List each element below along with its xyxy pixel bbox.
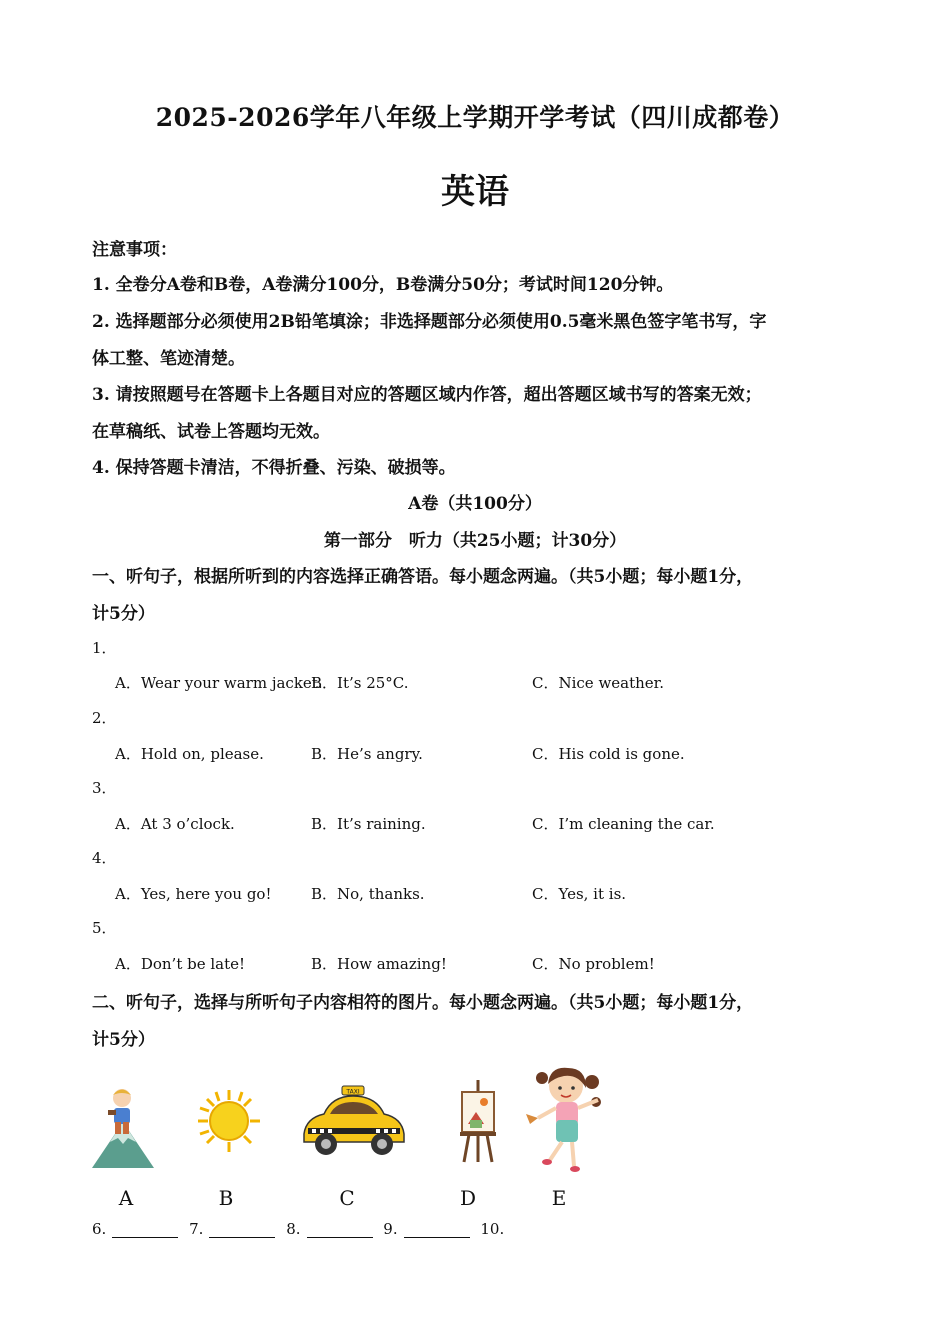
option-a: A．Yes, here you go! [115, 885, 272, 903]
question-number: 3． [92, 779, 117, 797]
option-c: C．No problem! [532, 955, 655, 973]
sun-image [196, 1088, 262, 1154]
notice-line-2: 2. 选择题部分必须使用2B铅笔填涂；非选择题部分必须使用0.5毫米黑色签字笔书写，字 [92, 312, 767, 332]
option-c: C．Nice weather. [532, 674, 664, 692]
picture-label-c: C [339, 1186, 355, 1210]
blank-number: 8. [286, 1220, 301, 1238]
question-number: 1． [92, 639, 117, 657]
exam-title: 2025-2026学年八年级上学期开学考试（四川成都卷） [155, 103, 795, 132]
subject-title: 英语 [441, 172, 509, 212]
picture-label-a: A [118, 1186, 134, 1210]
question-number: 4． [92, 849, 117, 867]
boy-on-mountain-image [90, 1082, 156, 1170]
notice-line-1: 1. 全卷分A卷和B卷，A卷满分100分，B卷满分50分；考试时间120分钟。 [92, 275, 674, 295]
blank-number: 10. [480, 1220, 505, 1238]
answer-blank[interactable] [404, 1221, 470, 1238]
option-a: A．Don’t be late! [115, 955, 246, 973]
option-c: C．His cold is gone. [532, 745, 685, 763]
girl-image [520, 1062, 614, 1178]
notice-line-2-cont: 体工整、笔迹清楚。 [92, 349, 245, 369]
picture-label-b: B [218, 1186, 234, 1210]
blank-number: 9. [383, 1220, 398, 1238]
notice-line-4: 4. 保持答题卡清洁，不得折叠、污染、破损等。 [92, 458, 456, 478]
taxi-sign-text: TAXI [346, 1088, 360, 1096]
instruction-two-cont: 计5分） [92, 1030, 155, 1050]
easel-painting-image [456, 1078, 500, 1164]
question-number: 5． [92, 919, 117, 937]
option-b: B．No, thanks. [311, 885, 425, 903]
instruction-one: 一、听句子，根据所听到的内容选择正确答语。每小题念两遍。（共5小题；每小题1分， [92, 567, 754, 587]
option-b: B．He’s angry. [311, 745, 423, 763]
answer-blank[interactable] [307, 1221, 373, 1238]
option-c: C．Yes, it is. [532, 885, 627, 903]
option-a: A．Hold on, please. [115, 745, 264, 763]
picture-label-d: D [459, 1186, 477, 1210]
notice-heading: 注意事项： [92, 240, 177, 260]
part-one-title: 第一部分 听力（共25小题；计30分） [323, 531, 627, 551]
picture-label-e: E [551, 1186, 567, 1210]
notice-line-3: 3. 请按照题号在答题卡上各题目对应的答题区域内作答，超出答题区域书写的答案无效； [92, 385, 762, 405]
answer-blank[interactable] [112, 1221, 178, 1238]
option-a: A．At 3 o’clock. [115, 815, 235, 833]
answer-blanks [92, 1220, 504, 1238]
option-a: A．Wear your warm jacket. [115, 674, 323, 692]
option-b: B．How amazing! [311, 955, 447, 973]
blank-number: 6. [92, 1220, 107, 1238]
taxi-image [298, 1084, 410, 1160]
blank-number: 7. [189, 1220, 204, 1238]
option-b: B．It’s 25°C. [311, 674, 409, 692]
option-b: B．It’s raining. [311, 815, 426, 833]
notice-line-3-cont: 在草稿纸、试卷上答题均无效。 [92, 422, 330, 442]
answer-blank[interactable] [209, 1221, 275, 1238]
instruction-two: 二、听句子，选择与所听句子内容相符的图片。每小题念两遍。（共5小题；每小题1分， [92, 993, 754, 1013]
question-number: 2． [92, 709, 117, 727]
option-c: C．I’m cleaning the car. [532, 815, 715, 833]
section-a-title: A卷（共100分） [408, 494, 542, 514]
instruction-one-cont: 计5分） [92, 604, 155, 624]
